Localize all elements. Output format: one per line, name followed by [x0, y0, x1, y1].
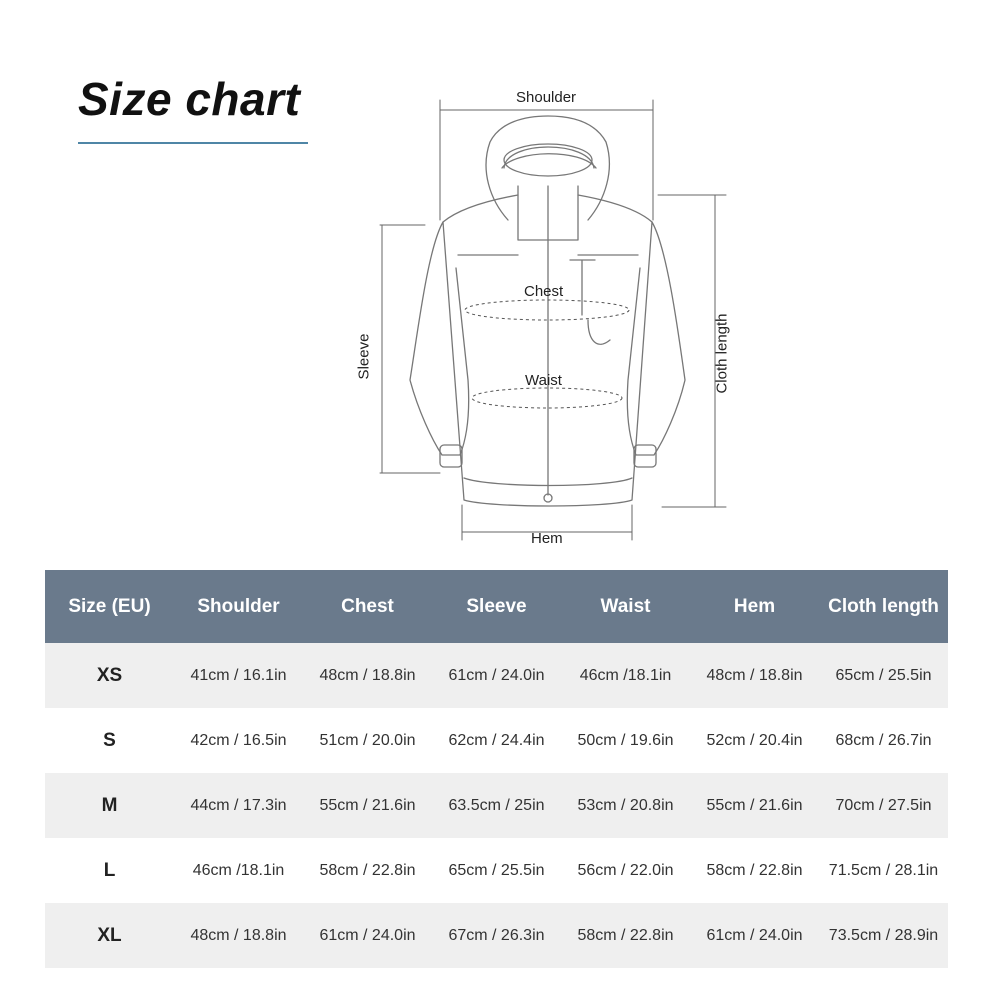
hem-label: Hem — [531, 530, 563, 547]
table-cell: 62cm / 24.4in — [448, 731, 545, 749]
table-cell: 65cm / 25.5in — [819, 643, 948, 708]
table-cell: 46cm /18.1in — [192, 861, 285, 879]
title-underline — [78, 142, 308, 144]
table-row — [45, 903, 948, 968]
header-waist: Waist — [561, 570, 690, 643]
size-table — [45, 570, 948, 968]
table-cell: 51cm / 20.0in — [319, 731, 416, 749]
table-row — [45, 773, 948, 838]
table-cell: 55cm / 21.6in — [303, 773, 432, 838]
table-cell: 56cm / 22.0in — [577, 861, 674, 879]
table-cell: 48cm / 18.8in — [303, 643, 432, 708]
header-chest: Chest — [303, 570, 432, 643]
table-cell: 58cm / 22.8in — [319, 861, 416, 879]
size-cell: XS — [45, 643, 174, 708]
table-cell: 63.5cm / 25in — [432, 773, 561, 838]
table-cell: 61cm / 24.0in — [303, 903, 432, 968]
jacket-diagram — [340, 80, 760, 550]
table-cell: 44cm / 17.3in — [174, 773, 303, 838]
size-cell: M — [45, 773, 174, 838]
jacket-illustration — [340, 80, 760, 550]
table-cell: 52cm / 20.4in — [706, 731, 803, 749]
table-cell: 50cm / 19.6in — [577, 731, 674, 749]
table-cell: 53cm / 20.8in — [561, 773, 690, 838]
page-title: Size chart — [78, 73, 301, 125]
header-hem: Hem — [690, 570, 819, 643]
table-cell: 46cm /18.1in — [561, 643, 690, 708]
sleeve-label: Sleeve — [355, 333, 373, 380]
header-shoulder: Shoulder — [174, 570, 303, 643]
size-cell: XL — [45, 903, 174, 968]
cloth-length-label: Cloth length — [713, 313, 731, 394]
header-size: Size (EU) — [45, 570, 174, 643]
table-cell: 48cm / 18.8in — [174, 903, 303, 968]
table-row — [45, 643, 948, 708]
table-cell: 48cm / 18.8in — [690, 643, 819, 708]
shoulder-label: Shoulder — [516, 89, 577, 106]
table-cell: 61cm / 24.0in — [432, 643, 561, 708]
table-cell: 73.5cm / 28.9in — [819, 903, 948, 968]
table-cell: 61cm / 24.0in — [690, 903, 819, 968]
table-row — [45, 838, 948, 903]
table-cell: 71.5cm / 28.1in — [828, 861, 939, 879]
header-cloth-length: Cloth length — [819, 570, 948, 643]
table-cell: 65cm / 25.5in — [448, 861, 545, 879]
table-cell: 58cm / 22.8in — [561, 903, 690, 968]
table-cell: 58cm / 22.8in — [706, 861, 803, 879]
table-cell: 41cm / 16.1in — [174, 643, 303, 708]
table-cell: 67cm / 26.3in — [432, 903, 561, 968]
table-cell: 55cm / 21.6in — [690, 773, 819, 838]
table-cell: 70cm / 27.5in — [819, 773, 948, 838]
waist-label: Waist — [525, 372, 562, 389]
table-header-row — [45, 570, 948, 643]
size-cell: S — [103, 729, 116, 751]
table-cell: 68cm / 26.7in — [835, 731, 932, 749]
header-sleeve: Sleeve — [432, 570, 561, 643]
size-cell: L — [103, 859, 116, 881]
table-cell: 42cm / 16.5in — [190, 731, 287, 749]
chest-label: Chest — [524, 283, 564, 300]
table-row — [45, 708, 948, 773]
